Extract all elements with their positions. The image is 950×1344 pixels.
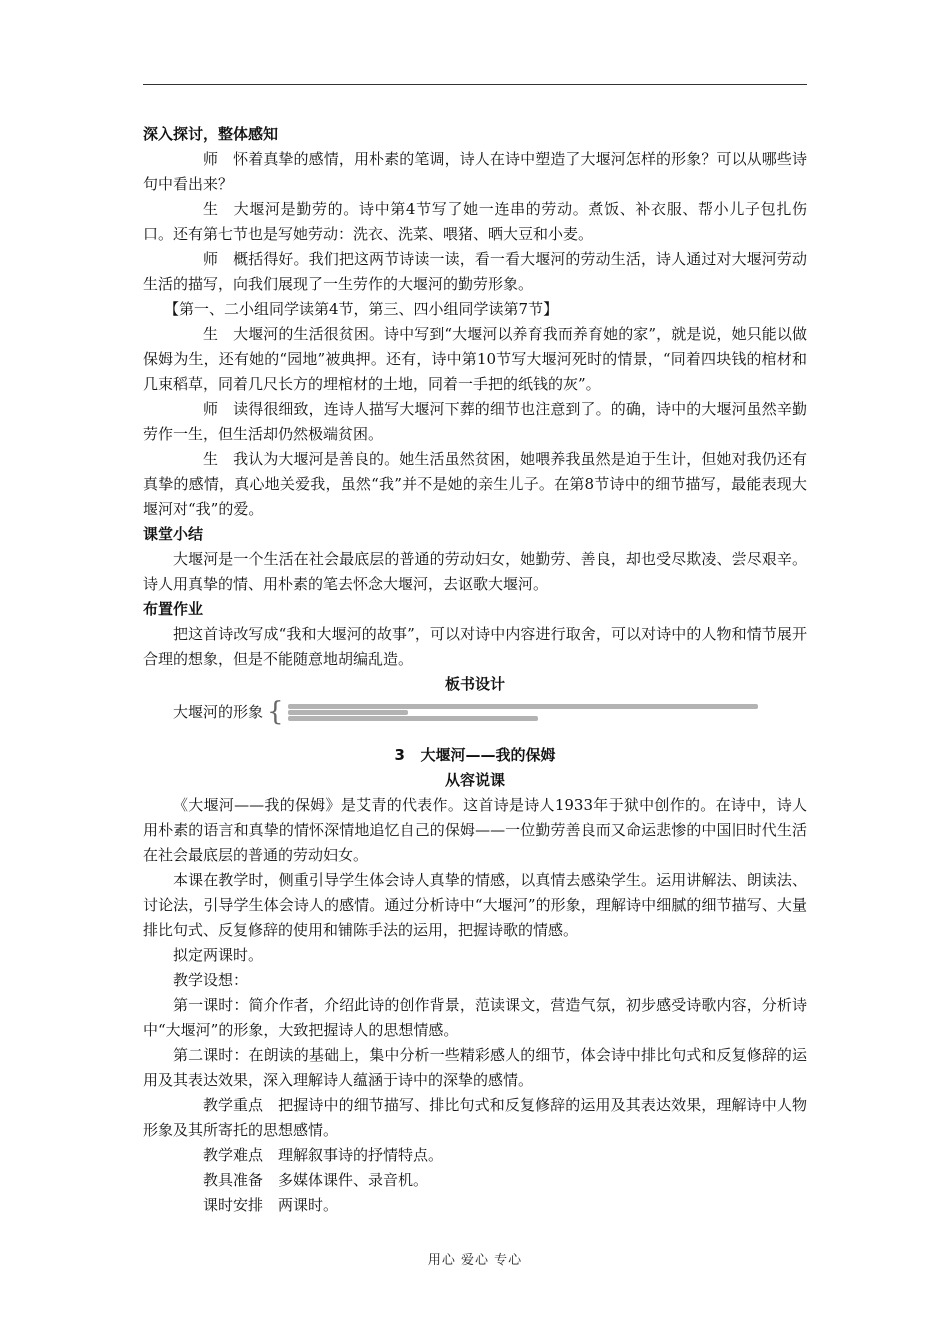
summary-text: 大堰河是一个生活在社会最底层的普通的劳动妇女，她勤劳、善良，却也受尽欺凌、尝尽艰辛。诗人用真挚的情、用朴素的笔去怀念大堰河，去讴歌大堰河。 bbox=[143, 550, 807, 593]
item-label: 教学重点 bbox=[203, 1096, 264, 1114]
speaker-label: 师 bbox=[203, 400, 219, 418]
speaker-label: 师 bbox=[203, 150, 219, 168]
lesson-paragraph: 本课在教学时，侧重引导学生体会诗人真挚的情感，以真情去感染学生。运用讲解法、朗读法、讨论法，引导学生体会诗人的感情。通过分析诗中“大堰河”的形象，理解诗中细腻的细节描写、大量排比句式、反复修辞的使用和铺陈手法的运用，把握诗歌的情感。 bbox=[143, 871, 807, 939]
board-illegible-content bbox=[288, 704, 758, 721]
brace-icon: { bbox=[267, 697, 284, 727]
lesson-item: 教具准备 多媒体课件、录音机。 bbox=[143, 1168, 807, 1193]
dialogue-paragraph: 师 怀着真挚的感情，用朴素的笔调，诗人在诗中塑造了大堰河怎样的形象？可以从哪些诗句中看出来？ bbox=[143, 147, 807, 197]
lesson-item: 教学难点 理解叙事诗的抒情特点。 bbox=[143, 1143, 807, 1168]
lesson-subtitle: 从容说课 bbox=[444, 771, 505, 789]
speaker-label: 师 bbox=[203, 250, 219, 268]
dialogue-paragraph: 师 概括得好。我们把这两节诗读一读，看一看大堰河的劳动生活，诗人通过对大堰河劳动生活的描写，向我们展现了一生劳作的大堰河的勤劳形象。 bbox=[143, 247, 807, 297]
lesson-paragraph: 第一课时：简介作者，介绍此诗的创作背景，范读课文，营造气氛，初步感受诗歌内容，分析诗中“大堰河”的形象，大致把握诗人的思想情感。 bbox=[143, 996, 807, 1039]
dialogue-paragraph: 生 我认为大堰河是善良的。她生活虽然贫困，她喂养我虽然是迫于生计，但她对我仍还有真挚的感情，真心地关爱我，虽然“我”并不是她的亲生儿子。在第8节诗中的细节描写，最能表现大堰河对“我”的爱。 bbox=[143, 447, 807, 522]
lesson-item: 课时安排 两课时。 bbox=[143, 1193, 807, 1218]
lesson-paragraph: 拟定两课时。 bbox=[173, 946, 264, 964]
item-label: 课时安排 bbox=[203, 1196, 264, 1214]
section-heading-homework: 布置作业 bbox=[143, 600, 204, 618]
page-content bbox=[143, 122, 807, 1218]
item-label: 教具准备 bbox=[203, 1171, 264, 1189]
item-label: 教学难点 bbox=[203, 1146, 264, 1164]
board-design bbox=[143, 697, 807, 727]
lesson-item: 教学重点 把握诗中的细节描写、排比句式和反复修辞的运用及其表达效果，理解诗中人物形象及其所寄托的思想感情。 bbox=[143, 1093, 807, 1143]
board-label: 大堰河的形象 bbox=[173, 702, 264, 721]
lesson-title: 3 大堰河——我的保姆 bbox=[394, 746, 556, 764]
board-design-heading: 板书设计 bbox=[444, 675, 505, 693]
homework-text: 把这首诗改写成“我和大堰河的故事”，可以对诗中内容进行取舍，可以对诗中的人物和情节展开合理的想象，但是不能随意地胡编乱造。 bbox=[143, 625, 807, 668]
section-heading-explore: 深入探讨，整体感知 bbox=[143, 125, 279, 143]
reading-instruction: 【第一、二小组同学读第4节，第三、四小组同学读第7节】 bbox=[164, 300, 559, 318]
section-heading-summary: 课堂小结 bbox=[143, 525, 204, 543]
page-footer: 用心 爱心 专心 bbox=[427, 1253, 523, 1268]
dialogue-paragraph: 生 大堰河是勤劳的。诗中第4节写了她一连串的劳动。煮饭、补衣服、帮小儿子包扎伤口。还有第七节也是写她劳动：洗衣、洗菜、喂猪、晒大豆和小麦。 bbox=[143, 197, 807, 247]
dialogue-paragraph: 生 大堰河的生活很贫困。诗中写到“大堰河以养育我而养育她的家”，就是说，她只能以做保姆为生，还有她的“园地”被典押。还有，诗中第10节写大堰河死时的情景，“同着四块钱的棺材和几束稻草，同着几尺长方的埋棺材的土地，同着一手把的纸钱的灰”。 bbox=[143, 322, 807, 397]
speaker-label: 生 bbox=[203, 200, 219, 218]
header-rule bbox=[143, 84, 807, 85]
dialogue-paragraph: 师 读得很细致，连诗人描写大堰河下葬的细节也注意到了。的确，诗中的大堰河虽然辛勤劳作一生，但生活却仍然极端贫困。 bbox=[143, 397, 807, 447]
lesson-paragraph: 《大堰河——我的保姆》是艾青的代表作。这首诗是诗人1933年于狱中创作的。在诗中，诗人用朴素的语言和真挚的情怀深情地追忆自己的保姆——一位勤劳善良而又命运悲惨的中国旧时代生活在社会最底层的普通的劳动妇女。 bbox=[143, 796, 807, 864]
lesson-paragraph: 第二课时：在朗读的基础上，集中分析一些精彩感人的细节，体会诗中排比句式和反复修辞的运用及其表达效果，深入理解诗人蕴涵于诗中的深挚的感情。 bbox=[143, 1046, 807, 1089]
lesson-paragraph: 教学设想： bbox=[173, 971, 249, 989]
speaker-label: 生 bbox=[203, 450, 219, 468]
speaker-label: 生 bbox=[203, 325, 219, 343]
lesson-number: 3 bbox=[394, 746, 405, 764]
